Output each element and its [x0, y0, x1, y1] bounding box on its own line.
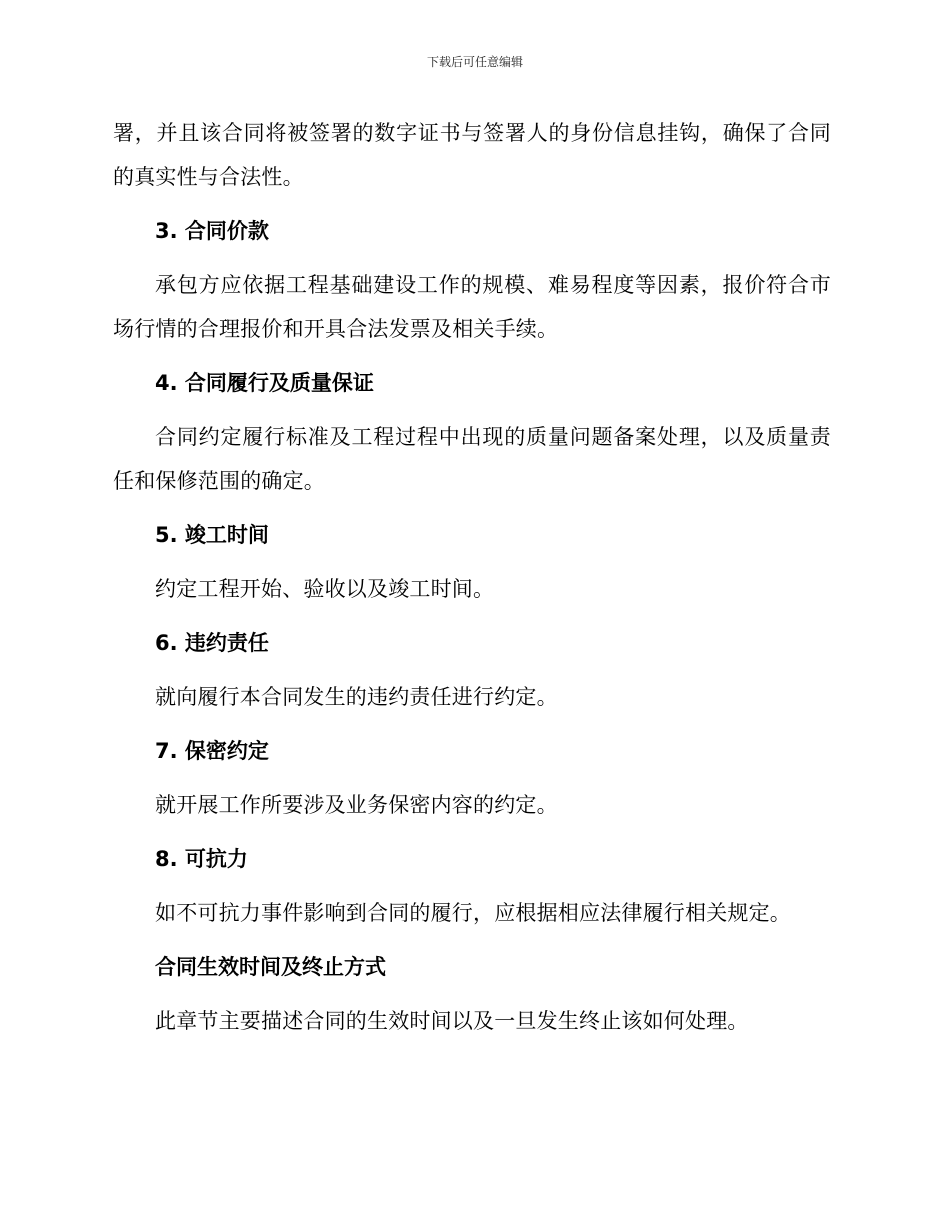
section-heading-effective-termination: 合同生效时间及终止方式 — [155, 955, 386, 979]
paragraph-continuation: 署，并且该合同将被签署的数字证书与签署人的身份信息挂钩，确保了合同的真实性与合法性。 — [113, 121, 831, 189]
section-heading-performance-quality: 4. 合同履行及质量保证 — [155, 371, 374, 395]
section-heading-breach-liability: 6. 违约责任 — [155, 631, 269, 655]
paragraph-performance-quality: 合同约定履行标准及工程过程中出现的质量问题备案处理，以及质量责任和保修范围的确定。 — [113, 425, 831, 493]
paragraph-breach-liability: 就向履行本合同发生的违约责任进行约定。 — [155, 685, 558, 709]
paragraph-completion-time: 约定工程开始、验收以及竣工时间。 — [155, 577, 495, 601]
paragraph-contract-price: 承包方应依据工程基础建设工作的规模、难易程度等因素，报价符合市场行情的合理报价和开具合法发票及相关手续。 — [113, 273, 831, 341]
section-heading-completion-time: 5. 竣工时间 — [155, 523, 269, 547]
section-heading-contract-price: 3. 合同价款 — [155, 219, 269, 243]
paragraph-confidentiality: 就开展工作所要涉及业务保密内容的约定。 — [155, 793, 558, 817]
page-header: 下载后可任意编辑 — [426, 55, 523, 69]
paragraph-effective-termination: 此章节主要描述合同的生效时间以及一旦发生终止该如何处理。 — [155, 1009, 749, 1033]
section-heading-confidentiality: 7. 保密约定 — [155, 739, 269, 763]
paragraph-force-majeure: 如不可抗力事件影响到合同的履行，应根据相应法律履行相关规定。 — [155, 901, 791, 925]
document-body — [113, 111, 831, 1053]
section-heading-force-majeure: 8. 可抗力 — [155, 847, 248, 871]
